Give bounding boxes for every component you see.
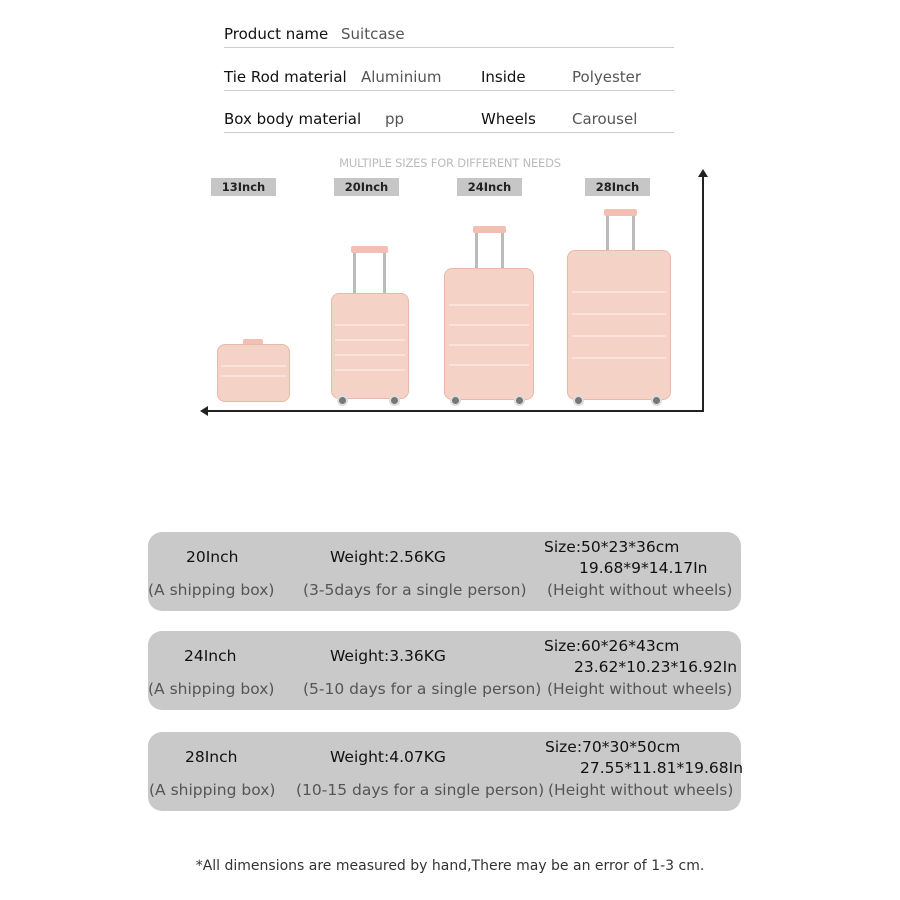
panel-box: (A shipping box): [148, 581, 275, 599]
panel-weight: Weight:4.07KG: [330, 748, 446, 766]
suitcase-20-image: [331, 246, 409, 410]
product-name-label: Product name: [224, 25, 329, 43]
panel-box: (A shipping box): [148, 680, 275, 698]
suitcase-28-image: [567, 209, 671, 410]
panel-note: (Height without wheels): [547, 581, 733, 599]
divider: [224, 90, 674, 91]
body-material-value: pp: [385, 110, 405, 128]
panel-weight: Weight:3.36KG: [330, 647, 446, 665]
x-axis: [207, 410, 704, 412]
panel-size: 28Inch: [185, 748, 238, 766]
panel-note: (Height without wheels): [548, 781, 734, 799]
panel-weight: Weight:2.56KG: [330, 548, 446, 566]
wheels-label: Wheels: [481, 110, 536, 128]
size-tag-20: 20Inch: [334, 178, 399, 196]
divider: [224, 132, 674, 133]
panel-days: (5-10 days for a single person): [303, 680, 542, 698]
panel-days: (10-15 days for a single person): [296, 781, 545, 799]
body-material-label: Box body material: [224, 110, 362, 128]
panel-note: (Height without wheels): [547, 680, 733, 698]
tie-rod-label: Tie Rod material: [224, 68, 347, 86]
panel-dim-in: 19.68*9*14.17In: [579, 559, 708, 577]
footer-note: *All dimensions are measured by hand,There may be an error of 1-3 cm.: [195, 858, 705, 874]
panel-dim-in: 27.55*11.81*19.68In: [580, 759, 744, 777]
size-tag-28: 28Inch: [585, 178, 650, 196]
size-tag-13: 13Inch: [211, 178, 276, 196]
divider: [224, 47, 674, 48]
arrow-up-icon: [698, 169, 708, 177]
product-name-value: Suitcase: [341, 25, 405, 43]
suitcase-13-image: [217, 339, 290, 405]
info-panel-28: [148, 732, 744, 811]
panel-dim-in: 23.62*10.23*16.92In: [574, 658, 738, 676]
info-panel-20: [148, 532, 741, 611]
panel-size: 24Inch: [184, 647, 237, 665]
wheels-value: Carousel: [572, 110, 638, 128]
inside-label: Inside: [481, 68, 526, 86]
panel-days: (3-5days for a single person): [303, 581, 527, 599]
inside-value: Polyester: [572, 68, 642, 86]
panel-size: 20Inch: [186, 548, 239, 566]
info-panel-24: [148, 631, 741, 710]
panel-dim-cm: Size:50*23*36cm: [544, 538, 680, 556]
arrow-left-icon: [200, 406, 208, 416]
size-tag-24: 24Inch: [457, 178, 522, 196]
panel-dim-cm: Size:60*26*43cm: [544, 637, 680, 655]
sizes-heading: MULTIPLE SIZES FOR DIFFERENT NEEDS: [339, 156, 561, 170]
suitcase-24-image: [444, 226, 534, 410]
panel-box: (A shipping box): [149, 781, 276, 799]
panel-dim-cm: Size:70*30*50cm: [545, 738, 681, 756]
y-axis: [702, 176, 704, 412]
tie-rod-value: Aluminium: [361, 68, 442, 86]
